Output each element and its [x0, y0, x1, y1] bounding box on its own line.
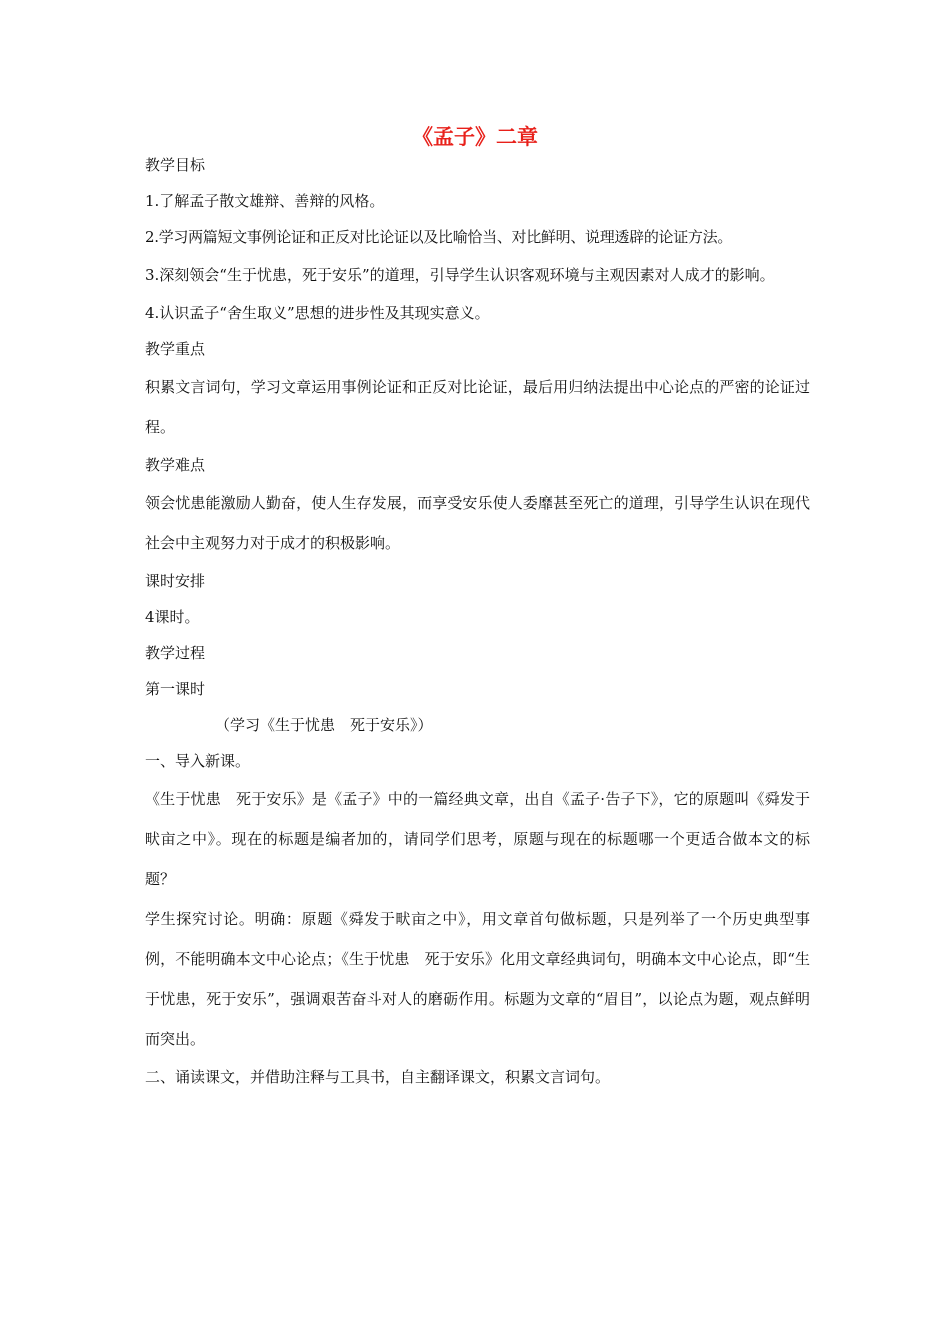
objective-item: 1.了解孟子散文雄辩、善辩的风格。 [145, 192, 385, 210]
schedule-heading: 课时安排 [145, 572, 206, 590]
step1-heading: 一、导入新课。 [145, 752, 251, 770]
difficulties-text: 领会忧患能激励人勤奋，使人生存发展，而享受安乐使人委靡甚至死亡的道理，引导学生认识在现代社会中主观努力对于成才的积极影响。 [145, 494, 810, 552]
difficulties-heading: 教学难点 [145, 456, 206, 474]
document-title: 《孟子》二章 [412, 125, 538, 149]
first-lesson-heading: 第一课时 [145, 680, 206, 698]
document-body [145, 147, 810, 1095]
objective-item: 3.深刻领会“生于忧患，死于安乐”的道理，引导学生认识客观环境与主观因素对人成才的影响。 [145, 266, 775, 284]
objectives-heading: 教学目标 [145, 156, 206, 174]
step1-discussion: 学生探究讨论。明确：原题《舜发于畎亩之中》，用文章首句做标题，只是列举了一个历史典型事例，不能明确本文中心论点；《生于忧患 死于安乐》化用文章经典词句，明确本文中心论点，即“生于忧患，死于安乐”，强调艰苦奋斗对人的磨砺作用。标题为文章的“眉目”，以论点为题，观点鲜明而突出。 [145, 910, 810, 1048]
key-points-heading: 教学重点 [145, 340, 206, 358]
step2-heading: 二、诵读课文，并借助注释与工具书，自主翻译课文，积累文言词句。 [145, 1068, 611, 1086]
objective-item: 2.学习两篇短文事例论证和正反对比论证以及比喻恰当、对比鲜明、说理透辟的论证方法。 [145, 228, 733, 246]
schedule-text: 4课时。 [145, 608, 200, 626]
step1-text: 《生于忧患 死于安乐》是《孟子》中的一篇经典文章，出自《孟子·告子下》，它的原题叫《舜发于畎亩之中》。现在的标题是编者加的，请同学们思考，原题与现在的标题哪一个更适合做本文的标题？ [145, 790, 810, 888]
key-points-text: 积累文言词句，学习文章运用事例论证和正反对比论证，最后用归纳法提出中心论点的严密的论证过程。 [145, 378, 810, 436]
process-heading: 教学过程 [145, 644, 206, 662]
objective-item: 4.认识孟子“舍生取义”思想的进步性及其现实意义。 [145, 304, 490, 322]
lesson-subtitle: （学习《生于忧患 死于安乐》） [215, 716, 433, 734]
